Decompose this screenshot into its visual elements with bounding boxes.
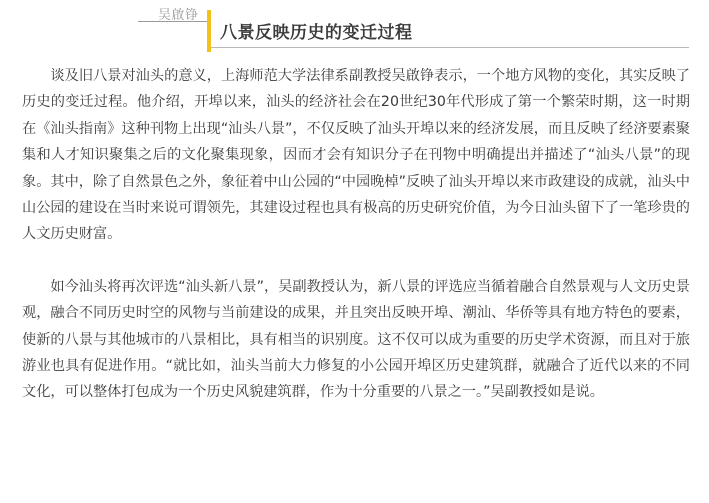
paragraph-2: 如今汕头将再次评选“汕头新八景”，吴副教授认为，新八景的评选应当循着融合自然景观与人文历史景观，融合不同历史时空的风物与当前建设的成果，并且突出反映开埠、潮汕、华侨等具有地方特色的要素，使新的八景与其他城市的八景相比，具有相当的识别度。这不仅可以成为重要的历史学术资源，而且对于旅游业也具有促进作用。“就比如，汕头当前大力修复的小公园开埠区历史建筑群，就融合了近代以来的不同文化，可以整体打包成为一个历史风貌建筑群，作为十分重要的八景之一。”吴副教授如是说。 — [22, 278, 690, 401]
section-title: 八景反映历史的变迁过程 — [220, 23, 413, 43]
article-body — [22, 63, 690, 406]
article-header — [0, 0, 709, 60]
title-underline — [211, 47, 689, 48]
paragraph-1: 谈及旧八景对汕头的意义，上海师范大学法律系副教授吴啟铮表示，一个地方风物的变化，其实反映了历史的变迁过程。他介绍，开埠以来，汕头的经济社会在20世纪30年代形成了第一个繁荣时期，这一时期在《汕头指南》这种刊物上出现“汕头八景”，不仅反映了汕头开埠以来的经济发展，而且反映了经济要素聚集和人才知识聚集之后的文化聚集现象，因而才会有知识分子在刊物中明确提出并描述了“汕头八景”的现象。其中，除了自然景色之外，象征着中山公园的“中园晚棹”反映了汕头开埠以来市政建设的成就，汕头中山公园的建设在当时来说可谓领先，其建设过程也具有极高的历史研究价值，为今日汕头留下了一笔珍贵的人文历史财富。 — [22, 68, 690, 243]
author-name: 吴啟铮 — [158, 8, 199, 23]
title-accent-bar — [207, 10, 211, 52]
